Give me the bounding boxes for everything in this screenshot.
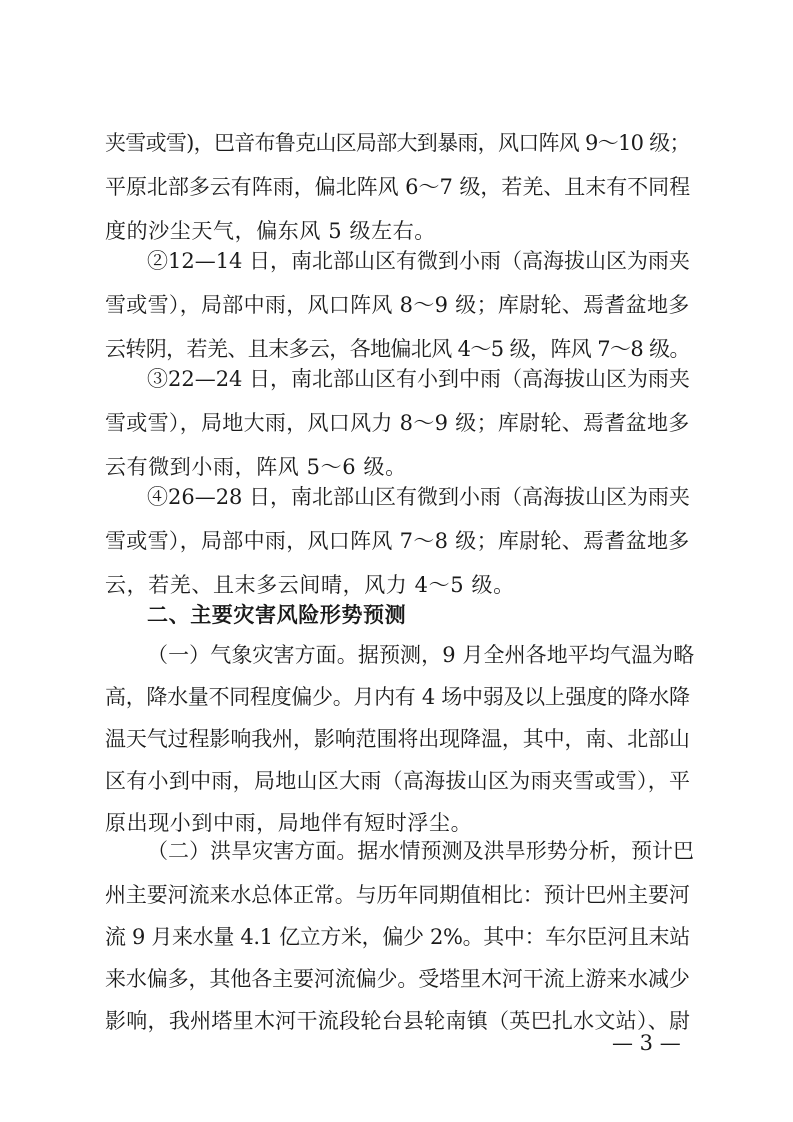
text-run: 据水情预测及洪旱形势分析，预计巴 <box>357 839 695 863</box>
text-run: 据预测，9 月全州各地平均气温为略 <box>357 643 695 667</box>
text-line: 州主要河流来水总体正常。与历年同期值相比：预计巴州主要河 <box>105 883 690 907</box>
text-line: 原出现小到中雨，局地伴有短时浮尘。 <box>105 811 473 835</box>
page-number: — 3 — <box>612 1031 681 1055</box>
text-line: 度的沙尘天气，偏东风 5 级左右。 <box>105 219 436 243</box>
subsection-lead: （一）气象灾害方面。 <box>147 643 358 667</box>
text-line: 流 9 月来水量 4.1 亿立方米，偏少 2%。其中：车尔臣河且末站 <box>105 925 690 949</box>
text-line: 雪或雪），局部中雨，风口阵风 7～8 级；库尉轮、焉耆盆地多 <box>105 529 690 553</box>
text-line: ③22—24 日，南北部山区有小到中雨（高海拔山区为雨夹 <box>147 367 690 391</box>
text-line: 云有微到小雨，阵风 5～6 级。 <box>105 455 407 479</box>
text-line: ②12—14 日，南北部山区有微到小雨（高海拔山区为雨夹 <box>147 249 690 273</box>
text-line: 雪或雪），局地大雨，风口风力 8～9 级；库尉轮、焉耆盆地多 <box>105 411 690 435</box>
text-line: 云，若羌、且末多云间晴，风力 4～5 级。 <box>105 573 515 597</box>
text-line: ④26—28 日，南北部山区有微到小雨（高海拔山区为雨夹 <box>147 485 690 509</box>
section-heading: 二、主要灾害风险形势预测 <box>147 603 407 627</box>
subsection-lead: （二）洪旱灾害方面。 <box>147 839 358 863</box>
text-line: 温天气过程影响我州，影响范围将出现降温，其中，南、北部山 <box>105 727 690 751</box>
text-line: 夹雪或雪)，巴音布鲁克山区局部大到暴雨，风口阵风 9～10 级； <box>105 131 690 155</box>
text-line: 影响，我州塔里木河干流段轮台县轮南镇（英巴扎水文站）、尉 <box>105 1009 691 1033</box>
text-line: 雪或雪），局部中雨，风口阵风 8～9 级；库尉轮、焉耆盆地多 <box>105 293 690 317</box>
text-line: 高，降水量不同程度偏少。月内有 4 场中弱及以上强度的降水降 <box>105 685 690 709</box>
paragraph-line <box>147 836 695 866</box>
text-line: 平原北部多云有阵雨，偏北阵风 6～7 级，若羌、且末有不同程 <box>105 175 691 199</box>
text-line: 云转阴，若羌、且末多云，各地偏北风 4～5 级，阵风 7～8 级。 <box>105 337 690 361</box>
text-line: 区有小到中雨，局地山区大雨（高海拔山区为雨夹雪或雪），平 <box>105 769 691 793</box>
text-line: 来水偏多，其他各主要河流偏少。受塔里木河干流上游来水减少 <box>105 967 690 991</box>
paragraph-line <box>147 640 695 670</box>
